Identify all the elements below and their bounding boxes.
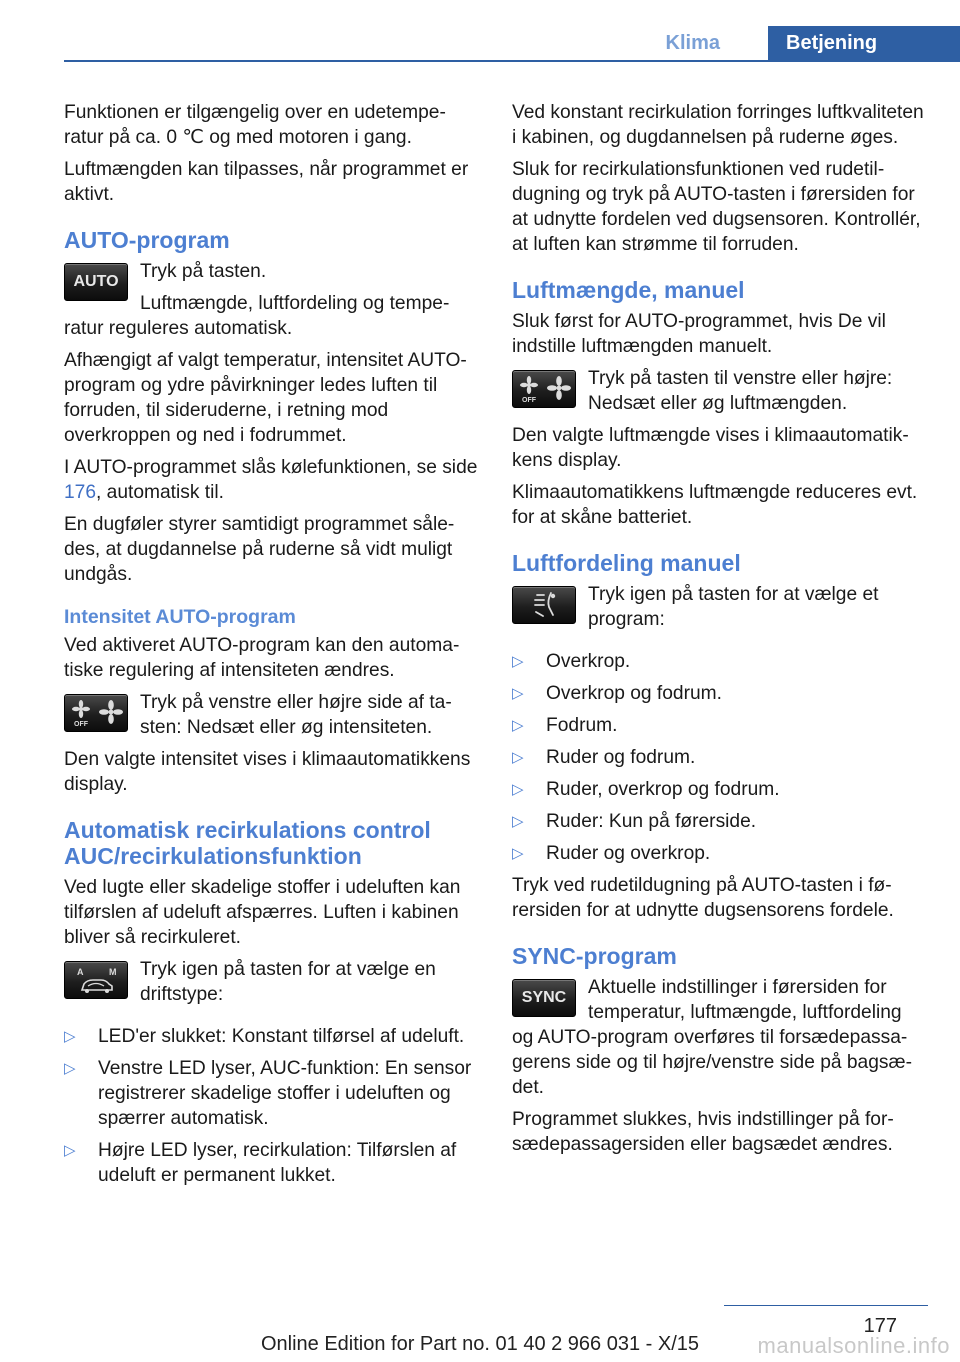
paragraph-temperature-note: Funktionen er tilgængelig over en udetemperatur på ca. 0 ℃ og med motoren i gang.: [64, 102, 446, 148]
fan-intensity-button-icon: [64, 694, 128, 732]
footer-rule: [724, 1305, 928, 1306]
right-column: [512, 100, 926, 1164]
sync-off-text: Programmet slukkes, hvis indstillinger på forsædepassagersiden eller bagsædet ændres.: [512, 1109, 894, 1155]
list-item: ▷ LED'er slukket: Konstant tilførsel af udeluft.: [64, 1026, 465, 1047]
list-item: ▷ Venstre LED lyser, AUC-funktion: En sensor registrerer skadelige stoffer i udeluften og spærrer automatisk.: [64, 1058, 472, 1129]
page-number: 177: [863, 1315, 897, 1337]
paragraph-airflow-adjust: Luftmængden kan tilpasses, når programmet er aktivt.: [64, 159, 469, 205]
header-rule: [64, 60, 960, 62]
edition-footer: Online Edition for Part no. 01 40 2 966 031 - X/15: [260, 1333, 700, 1355]
bullet-triangle-icon: ▷: [512, 781, 524, 798]
watermark: manualsonline.info: [757, 1333, 950, 1358]
svg-text:M: M: [109, 967, 117, 977]
svg-text:A: A: [77, 967, 84, 977]
heading-auto-program: AUTO-program: [64, 227, 230, 253]
auc-button-row: [64, 957, 478, 1014]
list-item: ▷ Fodrum.: [512, 715, 618, 736]
bullet-triangle-icon: ▷: [512, 749, 524, 766]
list-item: ▷ Ruder: Kun på førerside.: [512, 811, 757, 832]
list-item: ▷ Ruder og overkrop.: [512, 843, 711, 864]
auc-mode-list: [64, 1024, 478, 1188]
airflow-button-row: [512, 366, 926, 423]
auto-regulation-text: Luftmængde, luftfordeling og temperatur reguleres automatisk.: [64, 293, 450, 339]
airflow-intro-text: Sluk først for AUTO-programmet, hvis De vil indstille luftmængden manuelt.: [512, 311, 886, 357]
svg-text:OFF: OFF: [522, 397, 536, 404]
list-item: ▷ Ruder og fodrum.: [512, 747, 696, 768]
distribution-program-list: [512, 649, 926, 866]
sync-button-icon: SYNC: [512, 979, 576, 1017]
header-tab-betjening[interactable]: Betjening: [768, 26, 960, 60]
svg-text:OFF: OFF: [74, 721, 88, 728]
bullet-triangle-icon: ▷: [64, 1142, 76, 1159]
heading-air-distribution: Luftfordeling manuel: [512, 550, 741, 576]
airflow-press-text: Tryk på tasten til venstre eller højre: Nedsæt eller øg luftmængden.: [588, 368, 893, 414]
distribution-press-text: Tryk igen på tasten for at vælge et program:: [588, 584, 879, 630]
auc-press-text: Tryk igen på tasten for at vælge en driftstype:: [140, 959, 436, 1005]
bullet-triangle-icon: ▷: [64, 1060, 76, 1077]
auto-distribution-text: Afhængigt af valgt temperatur, intensitet AUTO-program og ydre påvirkninger ledes luften til forruden, til sideruderne, i retning mod overkroppen og ned i fodrummet.: [64, 350, 467, 446]
heading-sync-program: SYNC-program: [512, 943, 677, 969]
sync-transfer-text: Aktuelle indstillinger i førersiden for temperatur, luftmængde, luftfordeling og AUTO-program overføres til forsædepassagerens side og til højre/venstre side på bagsædet.: [512, 977, 912, 1098]
left-column: [64, 100, 478, 1195]
list-item: ▷ Overkrop og fodrum.: [512, 683, 722, 704]
list-item: ▷ Ruder, overkrop og fodrum.: [512, 779, 780, 800]
air-distribution-button-icon: [512, 586, 576, 624]
recirculation-dew-text: Sluk for recirkulationsfunktionen ved rudetildugning og tryk på AUTO-tasten i førersiden for at udnytte fordelen ved dugsensoren. Kontrollér, at luften kan strømme til forruden.: [512, 159, 921, 255]
intensity-press-text: Tryk på venstre eller højre side af tasten: Nedsæt eller øg intensiteten.: [140, 692, 452, 738]
auc-intro-text: Ved lugte eller skadelige stoffer i udeluften kan tilførslen af udeluft afspærres. Luften i kabinen bliver så recirkuleret.: [64, 877, 461, 948]
sync-button-row: [512, 975, 926, 1107]
bullet-triangle-icon: ▷: [512, 685, 524, 702]
airflow-display-text: Den valgte luftmængde vises i klimaautomatikkens display.: [512, 425, 909, 471]
auto-button-row: [64, 259, 478, 348]
bullet-triangle-icon: ▷: [512, 845, 524, 862]
auto-dew-sensor-text: En dugføler styrer samtidigt programmet således, at dugdannelse på ruderne så vidt muligt undgås.: [64, 514, 455, 585]
header-tab-klima[interactable]: Klima: [665, 32, 720, 54]
heading-airflow-manual: Luftmængde, manuel: [512, 277, 745, 303]
auto-button-icon: AUTO: [64, 263, 128, 301]
distribution-button-row: [512, 582, 926, 639]
list-item: ▷ Overkrop.: [512, 651, 631, 672]
distribution-dew-text: Tryk ved rudetildugning på AUTO-tasten i førersiden for at udnytte dugsensorens fordele.: [512, 875, 894, 921]
heading-auc: Automatisk recirkulations control AUC/recirkulationsfunktion: [64, 817, 431, 869]
recirculation-quality-text: Ved konstant recirkulation forringes luftkvaliteten i kabinen, og dugdannelsen på ruderne øges.: [512, 102, 924, 148]
heading-intensity: Intensitet AUTO-program: [64, 606, 296, 628]
intensity-intro-text: Ved aktiveret AUTO-program kan den automatiske regulering af intensiteten ændres.: [64, 635, 460, 681]
airflow-battery-text: Klimaautomatikkens luftmængde reduceres evt. for at skåne batteriet.: [512, 482, 918, 528]
auto-press-text: Tryk på tasten.: [140, 261, 267, 282]
page-link-176[interactable]: 176: [64, 482, 97, 503]
bullet-triangle-icon: ▷: [512, 653, 524, 670]
auto-cooling-text: I AUTO-programmet slås kølefunktionen, se side 176, automatisk til.: [64, 457, 478, 503]
fan-airflow-button-icon: [512, 370, 576, 408]
recirculation-button-icon: [64, 961, 128, 999]
bullet-triangle-icon: ▷: [64, 1028, 76, 1045]
list-item: ▷ Højre LED lyser, recirkulation: Tilførslen af udeluft er permanent lukket.: [64, 1140, 457, 1186]
bullet-triangle-icon: ▷: [512, 813, 524, 830]
bullet-triangle-icon: ▷: [512, 717, 524, 734]
intensity-display-text: Den valgte intensitet vises i klimaautomatikkens display.: [64, 749, 471, 795]
intensity-button-row: [64, 690, 478, 747]
